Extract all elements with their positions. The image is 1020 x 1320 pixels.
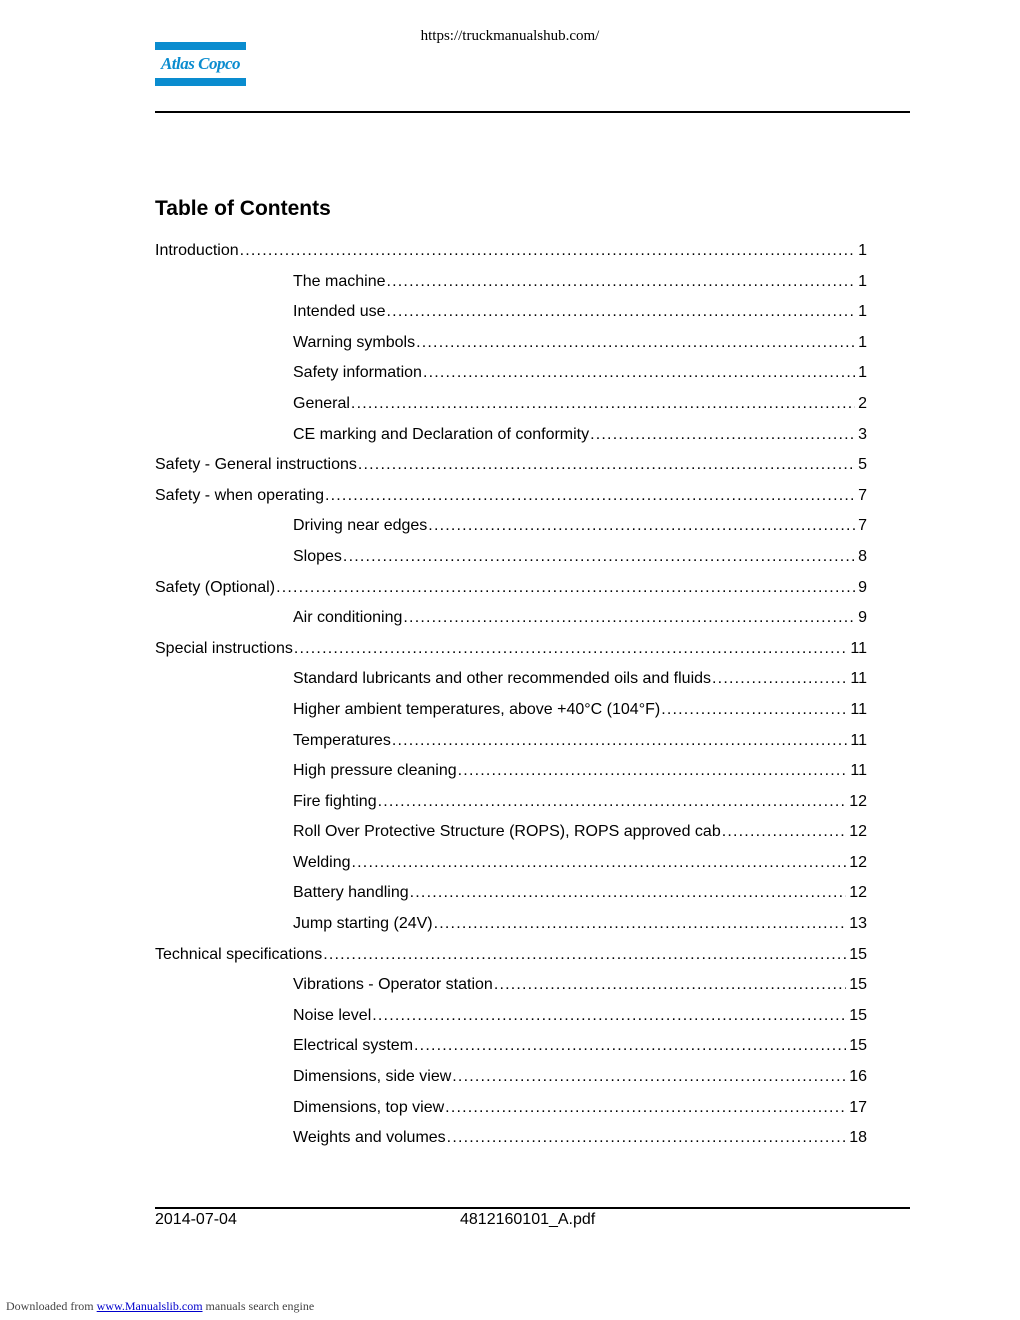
toc-entry[interactable] bbox=[155, 821, 867, 852]
toc-entry-label: Vibrations - Operator station bbox=[293, 976, 493, 994]
toc-entry-page: 15 bbox=[849, 976, 867, 994]
toc-leader-dots bbox=[447, 1127, 847, 1149]
toc-entry-label: Dimensions, top view bbox=[293, 1098, 445, 1116]
toc-entry[interactable] bbox=[155, 882, 867, 913]
toc-entry-label: Intended use bbox=[293, 303, 386, 321]
toc-entry-label: Welding bbox=[293, 853, 351, 871]
logo-top-bar bbox=[155, 42, 246, 50]
toc-leader-dots bbox=[403, 607, 855, 629]
toc-entry-page: 1 bbox=[858, 272, 867, 290]
toc-entry-page: 15 bbox=[849, 1006, 867, 1024]
toc-entry[interactable] bbox=[155, 607, 867, 638]
toc-leader-dots bbox=[434, 913, 847, 935]
toc-entry-label: High pressure cleaning bbox=[293, 762, 457, 780]
toc-entry[interactable] bbox=[155, 852, 867, 883]
download-prefix: Downloaded from bbox=[6, 1299, 97, 1313]
toc-entry-label: Higher ambient temperatures, above +40°C (104°F) bbox=[293, 700, 661, 718]
toc-entry-label: Safety information bbox=[293, 364, 422, 382]
toc-entry-label: Weights and volumes bbox=[293, 1129, 446, 1147]
toc-leader-dots bbox=[387, 271, 856, 293]
toc-entry-page: 3 bbox=[858, 425, 867, 443]
toc-leader-dots bbox=[372, 1005, 846, 1027]
toc-entry-page: 1 bbox=[858, 303, 867, 321]
toc-entry-page: 15 bbox=[849, 945, 867, 963]
toc-entry[interactable] bbox=[155, 424, 867, 455]
manualslib-link[interactable]: www.Manualslib.com bbox=[96, 1299, 203, 1313]
footer-divider bbox=[155, 1207, 910, 1209]
toc-entry-label: Special instructions bbox=[155, 639, 293, 657]
toc-leader-dots bbox=[352, 852, 847, 874]
toc-entry[interactable] bbox=[155, 485, 867, 516]
download-notice bbox=[6, 1299, 314, 1314]
toc-leader-dots bbox=[590, 424, 855, 446]
toc-leader-dots bbox=[378, 791, 847, 813]
toc-entry[interactable] bbox=[155, 1005, 867, 1036]
toc-entry-page: 1 bbox=[858, 364, 867, 382]
toc-list bbox=[155, 240, 867, 1158]
toc-entry-label: Jump starting (24V) bbox=[293, 915, 433, 933]
toc-entry-label: Dimensions, side view bbox=[293, 1068, 452, 1086]
toc-leader-dots bbox=[414, 1035, 846, 1057]
toc-entry-label: Safety - when operating bbox=[155, 486, 324, 504]
toc-entry[interactable] bbox=[155, 638, 867, 669]
toc-entry-label: Temperatures bbox=[293, 731, 391, 749]
toc-entry-page: 7 bbox=[858, 517, 867, 535]
toc-entry[interactable] bbox=[155, 577, 867, 608]
toc-entry-label: Air conditioning bbox=[293, 609, 403, 627]
toc-entry[interactable] bbox=[155, 791, 867, 822]
toc-entry-page: 12 bbox=[849, 792, 867, 810]
toc-leader-dots bbox=[416, 332, 855, 354]
toc-entry[interactable] bbox=[155, 944, 867, 975]
toc-entry[interactable] bbox=[155, 1127, 867, 1158]
toc-leader-dots bbox=[494, 974, 846, 996]
toc-entry-page: 2 bbox=[858, 394, 867, 412]
toc-leader-dots bbox=[387, 301, 856, 323]
toc-entry-label: Roll Over Protective Structure (ROPS), ROPS approved cab bbox=[293, 823, 721, 841]
toc-leader-dots bbox=[712, 668, 847, 690]
toc-leader-dots bbox=[351, 393, 855, 415]
toc-leader-dots bbox=[445, 1097, 846, 1119]
toc-leader-dots bbox=[392, 730, 848, 752]
toc-leader-dots bbox=[661, 699, 847, 721]
toc-entry[interactable] bbox=[155, 515, 867, 546]
toc-entry-page: 13 bbox=[849, 915, 867, 933]
toc-entry-label: CE marking and Declaration of conformity bbox=[293, 425, 590, 443]
toc-entry[interactable] bbox=[155, 393, 867, 424]
logo-bottom-bar bbox=[155, 78, 246, 86]
toc-leader-dots bbox=[276, 577, 855, 599]
toc-leader-dots bbox=[358, 454, 855, 476]
toc-entry-label: Technical specifications bbox=[155, 945, 323, 963]
toc-entry-page: 9 bbox=[858, 609, 867, 627]
toc-entry-page: 9 bbox=[858, 578, 867, 596]
toc-leader-dots bbox=[423, 362, 855, 384]
atlas-copco-logo bbox=[155, 42, 246, 86]
toc-leader-dots bbox=[722, 821, 846, 843]
toc-entry-page: 11 bbox=[850, 762, 867, 780]
toc-entry-label: Warning symbols bbox=[293, 333, 416, 351]
toc-entry-label: Slopes bbox=[293, 547, 342, 565]
toc-leader-dots bbox=[428, 515, 855, 537]
toc-entry[interactable] bbox=[155, 1066, 867, 1097]
toc-leader-dots bbox=[240, 240, 855, 262]
toc-entry-page: 1 bbox=[858, 242, 867, 259]
toc-entry-page: 15 bbox=[849, 1037, 867, 1055]
toc-entry-label: General bbox=[293, 394, 350, 412]
toc-title: Table of Contents bbox=[155, 197, 331, 220]
toc-entry-label: Safety - General instructions bbox=[155, 456, 357, 474]
toc-entry[interactable] bbox=[155, 760, 867, 791]
toc-leader-dots bbox=[452, 1066, 846, 1088]
toc-entry[interactable] bbox=[155, 271, 867, 302]
toc-entry[interactable] bbox=[155, 730, 867, 761]
toc-entry[interactable] bbox=[155, 454, 867, 485]
toc-leader-dots bbox=[458, 760, 848, 782]
header-divider bbox=[155, 111, 910, 113]
toc-entry-page: 12 bbox=[849, 884, 867, 902]
toc-entry[interactable] bbox=[155, 362, 867, 393]
toc-entry-page: 1 bbox=[858, 333, 867, 351]
toc-entry-page: 12 bbox=[849, 853, 867, 871]
toc-entry-page: 18 bbox=[849, 1129, 867, 1147]
toc-entry[interactable] bbox=[155, 1035, 867, 1066]
toc-entry[interactable] bbox=[155, 974, 867, 1005]
toc-entry-label: The machine bbox=[293, 272, 386, 290]
toc-leader-dots bbox=[343, 546, 855, 568]
toc-entry[interactable] bbox=[155, 913, 867, 944]
toc-entry-page: 11 bbox=[850, 700, 867, 718]
toc-entry-page: 7 bbox=[858, 486, 867, 504]
toc-entry[interactable] bbox=[155, 240, 867, 271]
toc-entry-page: 11 bbox=[850, 639, 867, 657]
toc-entry-page: 16 bbox=[849, 1068, 867, 1086]
toc-entry-label: Introduction bbox=[155, 242, 239, 259]
toc-entry-page: 5 bbox=[858, 456, 867, 474]
toc-entry-label: Fire fighting bbox=[293, 792, 377, 810]
toc-entry[interactable] bbox=[155, 546, 867, 577]
download-suffix: manuals search engine bbox=[202, 1299, 315, 1313]
toc-entry-label: Standard lubricants and other recommended oils and fluids bbox=[293, 670, 712, 688]
toc-entry-page: 12 bbox=[849, 823, 867, 841]
footer-filename: 4812160101_A.pdf bbox=[460, 1211, 596, 1228]
toc-entry-page: 8 bbox=[858, 547, 867, 565]
toc-entry[interactable] bbox=[155, 332, 867, 363]
toc-entry[interactable] bbox=[155, 1097, 867, 1128]
source-url: https://truckmanualshub.com/ bbox=[420, 28, 600, 44]
toc-entry-label: Electrical system bbox=[293, 1037, 414, 1055]
toc-entry-label: Safety (Optional) bbox=[155, 578, 276, 596]
toc-entry-page: 11 bbox=[850, 731, 867, 749]
toc-leader-dots bbox=[325, 485, 855, 507]
footer-date: 2014-07-04 bbox=[155, 1211, 237, 1228]
toc-entry-page: 17 bbox=[849, 1098, 867, 1116]
toc-entry-label: Battery handling bbox=[293, 884, 409, 902]
toc-entry-label: Driving near edges bbox=[293, 517, 428, 535]
toc-entry[interactable] bbox=[155, 699, 867, 730]
toc-entry[interactable] bbox=[155, 668, 867, 699]
toc-entry-page: 11 bbox=[850, 670, 867, 688]
toc-entry[interactable] bbox=[155, 301, 867, 332]
toc-leader-dots bbox=[410, 882, 847, 904]
logo-wordmark: Atlas Copco bbox=[160, 54, 241, 73]
toc-leader-dots bbox=[323, 944, 846, 966]
toc-entry-label: Noise level bbox=[293, 1006, 372, 1024]
toc-leader-dots bbox=[294, 638, 848, 660]
